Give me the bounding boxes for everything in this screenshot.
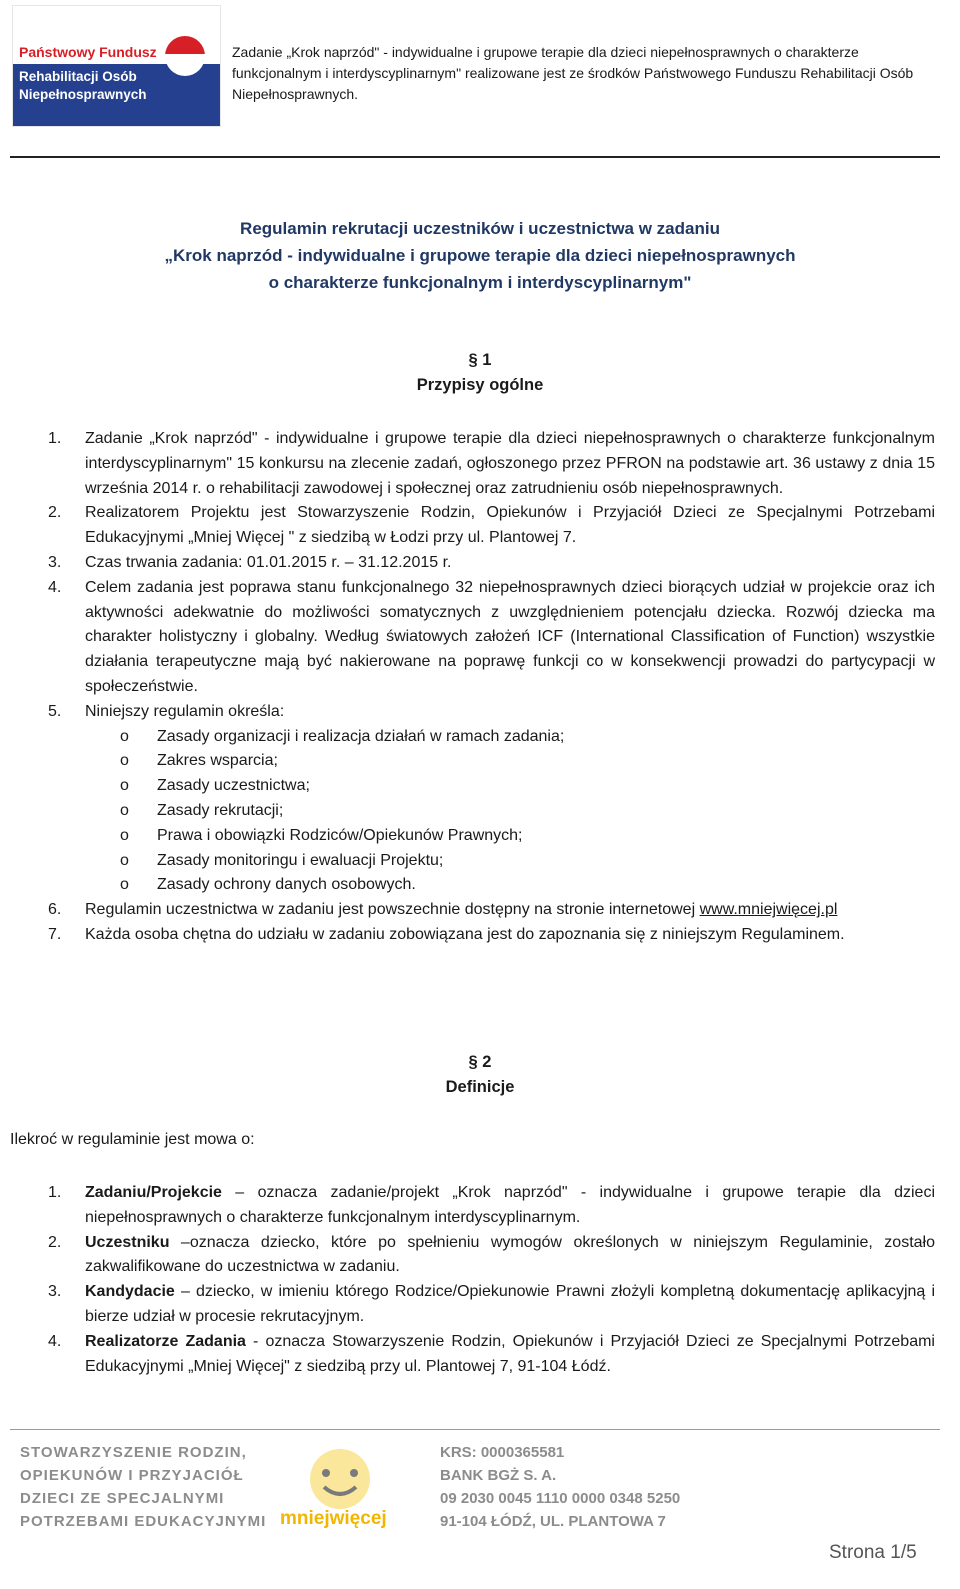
list-item xyxy=(40,898,935,923)
list-item-text: Realizatorem Projektu jest Stowarzyszenie Rodzin, Opiekunów i Przyjaciół Dzieci ze Specjalnymi Potrzebami Edukacyjnymi „Mniej Więcej " z siedzibą w Łodzi przy ul. Plantowej 7. xyxy=(85,504,935,547)
list-item xyxy=(40,551,935,576)
website-link[interactable]: www.mniejwięcej.pl xyxy=(699,901,838,919)
page-number: Strona 1/5 xyxy=(829,1542,917,1563)
list-number: 5. xyxy=(48,702,62,720)
definitions-intro: Ilekroć w regulaminie jest mowa o: xyxy=(10,1131,255,1148)
list-item xyxy=(40,501,935,551)
list-item-text: Celem zadania jest poprawa stanu funkcjonalnego 32 niepełnosprawnych dzieci biorących udział w projekcie oraz ich aktywności adekwatnie do możliwości somatycznych z uwzględnieniem potencjału dziecka. Rozwój dziecka ma charakter holistyczny i globalny. Według światowych założeń ICF (International Classification of Function) wszystkie działania terapeutyczne mają być nakierowane na poprawę funkcji co w konsekwencji prowadzi do partycypacji w społeczeństwie. xyxy=(85,578,935,695)
bullet: o xyxy=(120,752,129,770)
section-2-sign: § 2 xyxy=(468,1053,492,1071)
pfron-logo xyxy=(12,5,221,127)
bullet: o xyxy=(120,777,129,795)
sub-list-text: Zasady ochrony danych osobowych. xyxy=(157,876,416,894)
list-number: 3. xyxy=(48,553,62,571)
definition-term: Kandydacie xyxy=(85,1283,175,1301)
list-number: 6. xyxy=(48,901,62,919)
footer-bank: BANK BGŻ S. A. xyxy=(440,1467,557,1484)
definition-text: – oznacza zadanie/projekt „Krok naprzód" - indywidualne i grupowe terapie dla dzieci niepełnosprawnych o charakterze funkcjonalnym interdyscyplinarnym. xyxy=(85,1184,935,1226)
bullet: o xyxy=(120,851,129,869)
footer-organization xyxy=(20,1441,280,1533)
sub-list-text: Zasady rekrutacji; xyxy=(157,801,284,819)
sub-list-item xyxy=(40,774,935,799)
sub-list-item xyxy=(40,849,935,874)
footer-brand: mniejwięcej xyxy=(280,1508,387,1529)
sub-list-text: Zakres wsparcia; xyxy=(157,752,278,770)
section-2-list xyxy=(40,1181,935,1379)
list-number: 2. xyxy=(48,504,62,522)
document-title xyxy=(40,215,920,296)
sub-list-text: Prawa i obowiązki Rodziców/Opiekunów Prawnych; xyxy=(157,826,523,844)
definition-term: Realizatorze Zadania xyxy=(85,1332,246,1350)
list-item-text: Każda osoba chętna do udziału w zadaniu zobowiązana jest do zapoznania się z niniejszym Regulaminem. xyxy=(85,925,845,943)
definition-item xyxy=(40,1280,935,1330)
definition-term: Uczestniku xyxy=(85,1233,170,1251)
bullet: o xyxy=(120,801,129,819)
list-number: 1. xyxy=(48,1184,62,1201)
logo-emblem-icon xyxy=(163,34,207,78)
logo-title: Państwowy Fundusz xyxy=(19,44,157,60)
header-divider xyxy=(10,156,940,158)
sub-list-text: Zasady monitoringu i ewaluacji Projektu; xyxy=(157,851,444,869)
sub-list-text: Zasady uczestnictwa; xyxy=(157,777,310,795)
definition-item xyxy=(40,1181,935,1231)
definition-item xyxy=(40,1330,935,1380)
sub-list-item xyxy=(40,824,935,849)
section-2-heading xyxy=(280,1050,680,1100)
sub-list-item xyxy=(40,749,935,774)
list-item xyxy=(40,576,935,700)
definition-text: –oznacza dziecko, które po spełnieniu wymogów określonych w niniejszym Regulaminie, zostało zakwalifikowane do uczestnictwa w zadaniu. xyxy=(85,1233,935,1276)
definition-term: Zadaniu/Projekcie xyxy=(85,1184,222,1201)
title-line-2: „Krok naprzód - indywidualne i grupowe terapie dla dzieci niepełnosprawnych xyxy=(164,246,796,265)
list-item-text: Zadanie „Krok naprzód" - indywidualne i grupowe terapie dla dzieci niepełnosprawnych o charakterze funkcjonalnym interdyscyplinarnym" 15 konkursu na zlecenie zadań, ogłoszonego przez PFRON na podstawie art. 36 ustawy z dnia 15 września 2014 r. o rehabilitacji zawodowej i społecznej oraz zatrudnieniu osób niepełnosprawnych. xyxy=(85,430,935,497)
bullet: o xyxy=(120,876,129,894)
title-line-3: o charakterze funkcjonalnym i interdyscyplinarnym" xyxy=(268,273,692,292)
footer-org-line: OPIEKUNÓW I PRZYJACIÓŁ xyxy=(20,1467,244,1484)
footer-address: 91-104 ŁÓDŹ, UL. PLANTOWA 7 xyxy=(440,1513,666,1530)
bullet: o xyxy=(120,727,129,745)
list-number: 1. xyxy=(48,430,62,447)
list-item xyxy=(40,427,935,501)
sub-list-item xyxy=(40,873,935,898)
footer-details xyxy=(440,1441,860,1533)
list-number: 7. xyxy=(48,925,62,943)
list-item-text: Czas trwania zadania: 01.01.2015 r. – 31.12.2015 r. xyxy=(85,553,452,571)
list-item-text: Niniejszy regulamin określa: xyxy=(85,702,285,720)
list-number: 4. xyxy=(48,1332,62,1350)
definition-text: – dziecko, w imieniu którego Rodzice/Opiekunowie Prawni złożyli kompletną dokumentację aplikacyjną i bierze udział w procesie rekrutacyjnym. xyxy=(85,1283,935,1325)
list-number: 2. xyxy=(48,1233,62,1251)
footer-org-line: STOWARZYSZENIE RODZIN, xyxy=(20,1444,247,1461)
section-1-heading xyxy=(280,348,680,398)
logo-line-2: Niepełnosprawnych xyxy=(19,87,147,102)
footer-account: 09 2030 0045 1110 0000 0348 5250 xyxy=(440,1490,681,1507)
section-2-title: Definicje xyxy=(445,1078,515,1096)
footer-divider xyxy=(10,1429,940,1430)
footer-org-line: DZIECI ZE SPECJALNYMI xyxy=(20,1490,225,1507)
bullet: o xyxy=(120,826,129,844)
definition-text: - oznacza Stowarzyszenie Rodzin, Opiekunów i Przyjaciół Dzieci ze Specjalnymi Potrzebami Edukacyjnymi „Mniej Więcej" z siedzibą przy ul. Plantowej 7, 91-104 Łódź. xyxy=(85,1332,935,1375)
list-item-text: Regulamin uczestnictwa w zadaniu jest powszechnie dostępny na stronie internetowej xyxy=(85,901,696,919)
logo-subtitle xyxy=(19,68,147,104)
sub-list-item xyxy=(40,799,935,824)
list-item xyxy=(40,923,935,948)
logo-line-1: Rehabilitacji Osób xyxy=(19,69,137,84)
sub-list-text: Zasady organizacji i realizacja działań w ramach zadania; xyxy=(157,727,565,745)
footer-org-line: POTRZEBAMI EDUKACYJNYMI xyxy=(20,1513,267,1530)
title-line-1: Regulamin rekrutacji uczestników i uczestnictwa w zadaniu xyxy=(240,219,720,238)
section-1-title: Przypisy ogólne xyxy=(416,376,544,394)
section-1-list xyxy=(40,427,935,948)
header-funding-note: Zadanie „Krok naprzód" - indywidualne i grupowe terapie dla dzieci niepełnosprawnych o charakterze funkcjonalnym i interdyscyplinarnym" realizowane jest ze środków Państwowego Funduszu Rehabilitacji Osób Niepełnosprawnych. xyxy=(232,44,914,102)
list-number: 4. xyxy=(48,578,62,596)
list-number: 3. xyxy=(48,1283,62,1301)
sub-list-item xyxy=(40,725,935,750)
page-header xyxy=(10,5,940,155)
list-item xyxy=(40,700,935,725)
page-footer xyxy=(10,1436,940,1546)
section-1-sign: § 1 xyxy=(468,351,492,369)
footer-krs: KRS: 0000365581 xyxy=(440,1444,565,1461)
definition-item xyxy=(40,1231,935,1281)
